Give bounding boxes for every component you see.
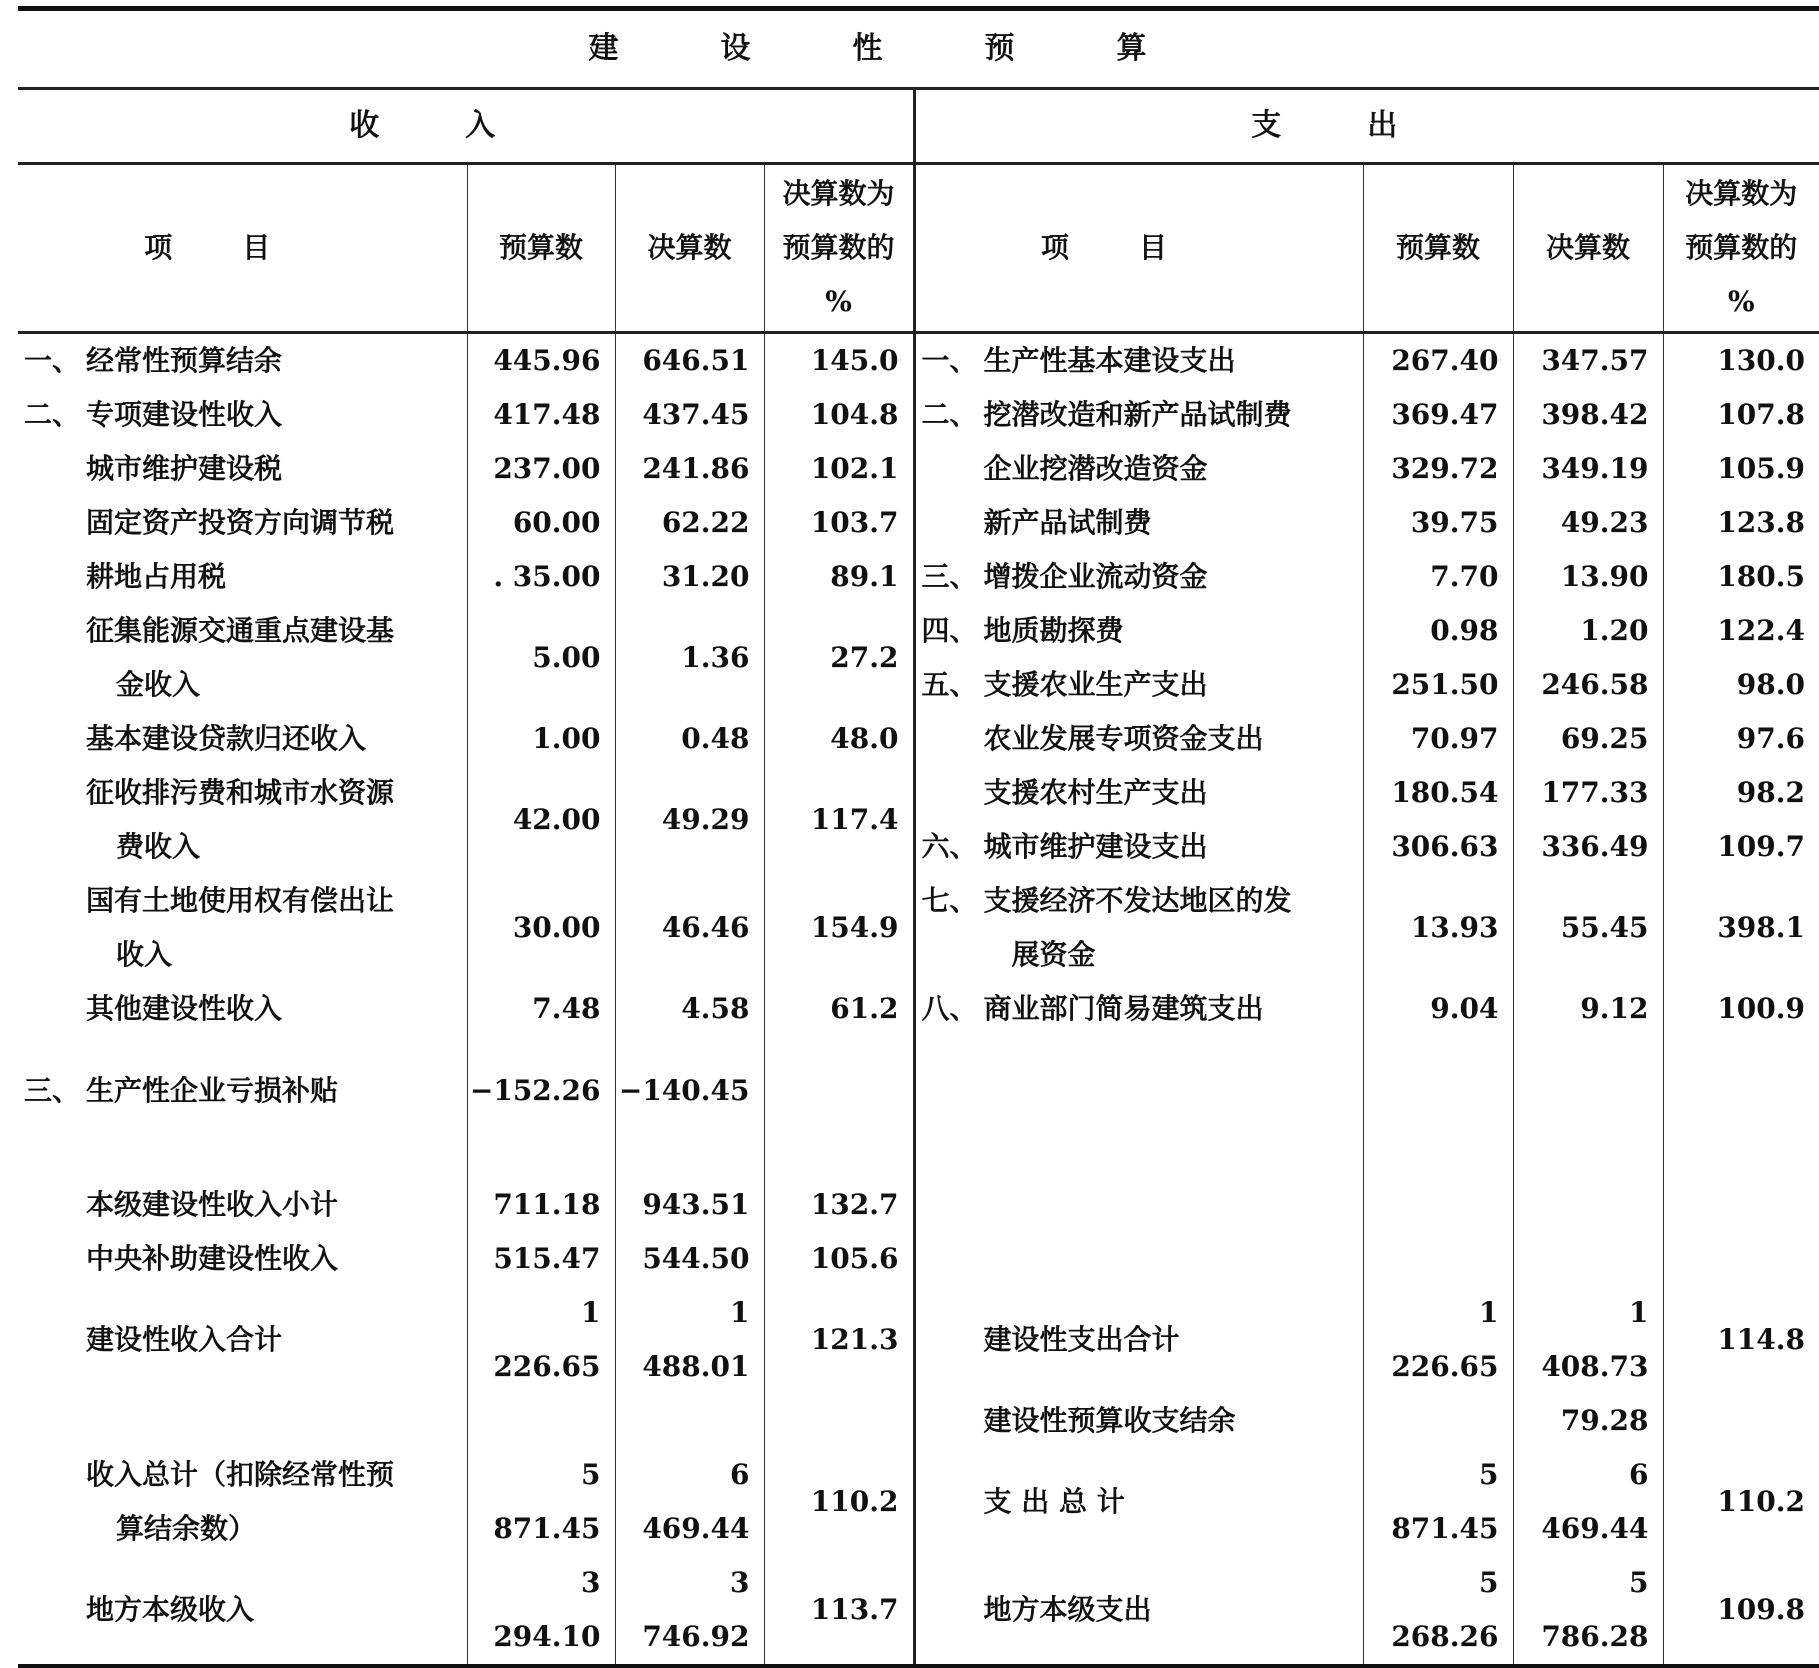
income-actual: 4.58	[615, 982, 764, 1036]
budget-table	[18, 11, 1819, 1668]
table-row	[18, 1286, 1819, 1394]
income-label: 建设性收入合计	[86, 1323, 283, 1356]
expense-actual: 1.20	[1513, 604, 1663, 658]
income-pct: 102.1	[764, 442, 914, 496]
expense-pct: 130.0	[1663, 333, 1819, 389]
table-row	[18, 442, 1819, 496]
expense-header: 支出	[914, 89, 1819, 164]
income-actual: 6 469.44	[615, 1448, 764, 1556]
income-actual: 3 746.92	[615, 1556, 764, 1666]
table-row	[18, 1064, 1819, 1118]
income-label: 征收排污费和城市水资源 费收入	[86, 776, 395, 863]
spacer-row	[18, 1036, 1819, 1064]
table-row	[18, 1232, 1819, 1286]
expense-budget: 70.97	[1363, 712, 1513, 766]
budget-table-sheet	[18, 6, 1819, 1668]
expense-actual: 398.42	[1513, 388, 1663, 442]
income-budget: 42.00	[467, 766, 615, 874]
income-pct	[764, 1064, 914, 1118]
income-col-pct: 决算数为 预算数的 %	[764, 164, 914, 333]
table-title: 建设性预算	[18, 11, 1819, 89]
side-header-row	[18, 89, 1819, 164]
income-budget: 5 871.45	[467, 1448, 615, 1556]
income-actual: 49.29	[615, 766, 764, 874]
expense-budget: 39.75	[1363, 496, 1513, 550]
income-budget: −152.26	[467, 1064, 615, 1118]
expense-label: 一、 生产性基本建设支出	[921, 344, 1236, 377]
table-row	[18, 712, 1819, 766]
table-row	[18, 333, 1819, 389]
income-pct: 27.2	[764, 604, 914, 712]
income-pct: 48.0	[764, 712, 914, 766]
income-budget: 3 294.10	[467, 1556, 615, 1666]
expense-pct: 100.9	[1663, 982, 1819, 1036]
table-row	[18, 604, 1819, 658]
expense-pct: 398.1	[1663, 874, 1819, 982]
income-label: 二、 专项建设性收入	[24, 398, 283, 431]
income-actual: 241.86	[615, 442, 764, 496]
expense-pct: 114.8	[1663, 1286, 1819, 1394]
expense-pct: 98.2	[1663, 766, 1819, 820]
expense-pct: 107.8	[1663, 388, 1819, 442]
income-pct: 113.7	[764, 1556, 914, 1666]
expense-col-item: 项目	[914, 164, 1363, 333]
table-row	[18, 874, 1819, 982]
income-actual: 646.51	[615, 333, 764, 389]
expense-col-budget: 预算数	[1363, 164, 1513, 333]
expense-label: 建设性预算收支结余	[983, 1404, 1236, 1437]
expense-pct: 110.2	[1663, 1448, 1819, 1556]
income-actual: 0.48	[615, 712, 764, 766]
expense-actual: 1 408.73	[1513, 1286, 1663, 1394]
expense-pct: 122.4	[1663, 604, 1819, 658]
table-row	[18, 982, 1819, 1036]
expense-col-actual: 决算数	[1513, 164, 1663, 333]
income-budget: 515.47	[467, 1232, 615, 1286]
expense-actual: 69.25	[1513, 712, 1663, 766]
expense-pct: 180.5	[1663, 550, 1819, 604]
income-label: 耕地占用税	[86, 560, 227, 593]
income-col-budget: 预算数	[467, 164, 615, 333]
income-label: 本级建设性收入小计	[86, 1188, 339, 1221]
expense-budget	[1363, 1394, 1513, 1448]
income-pct: 61.2	[764, 982, 914, 1036]
income-label: 三、 生产性企业亏损补贴	[24, 1074, 339, 1107]
table-row	[18, 1178, 1819, 1232]
income-budget: 1 226.65	[467, 1286, 615, 1394]
expense-actual: 347.57	[1513, 333, 1663, 389]
income-budget: 711.18	[467, 1178, 615, 1232]
income-pct: 110.2	[764, 1448, 914, 1556]
expense-budget: 251.50	[1363, 658, 1513, 712]
income-budget: 60.00	[467, 496, 615, 550]
expense-label: 建设性支出合计	[983, 1323, 1180, 1356]
expense-actual: 55.45	[1513, 874, 1663, 982]
income-label: 城市维护建设税	[86, 452, 283, 485]
income-budget: 30.00	[467, 874, 615, 982]
income-actual: −140.45	[615, 1064, 764, 1118]
income-pct: 121.3	[764, 1286, 914, 1394]
table-row	[18, 1448, 1819, 1556]
table-row	[18, 1394, 1819, 1448]
expense-label: 六、 城市维护建设支出	[921, 830, 1208, 863]
expense-label: 七、 支援经济不发达地区的发 展资金	[921, 884, 1292, 971]
expense-budget: 5 871.45	[1363, 1448, 1513, 1556]
expense-label: 四、 地质勘探费	[921, 614, 1124, 647]
income-actual: 31.20	[615, 550, 764, 604]
expense-actual: 349.19	[1513, 442, 1663, 496]
income-actual: 1 488.01	[615, 1286, 764, 1394]
expense-pct	[1663, 1394, 1819, 1448]
table-row	[18, 496, 1819, 550]
expense-label: 五、 支援农业生产支出	[921, 668, 1208, 701]
income-pct: 145.0	[764, 333, 914, 389]
expense-label: 地方本级支出	[914, 1556, 1363, 1666]
expense-budget: 329.72	[1363, 442, 1513, 496]
expense-pct: 105.9	[1663, 442, 1819, 496]
expense-actual: 13.90	[1513, 550, 1663, 604]
table-row	[18, 388, 1819, 442]
income-budget: 1.00	[467, 712, 615, 766]
expense-actual: 5 786.28	[1513, 1556, 1663, 1666]
expense-label: 二、 挖潜改造和新产品试制费	[921, 398, 1292, 431]
income-header: 收入	[18, 89, 914, 164]
expense-actual: 6 469.44	[1513, 1448, 1663, 1556]
income-label: 征集能源交通重点建设基 金收入	[86, 614, 395, 701]
expense-actual: 9.12	[1513, 982, 1663, 1036]
income-actual: 46.46	[615, 874, 764, 982]
income-actual: 437.45	[615, 388, 764, 442]
expense-label: 农业发展专项资金支出	[983, 722, 1264, 755]
expense-pct: 109.7	[1663, 820, 1819, 874]
expense-label: 三、 增拨企业流动资金	[921, 560, 1208, 593]
expense-budget: 369.47	[1363, 388, 1513, 442]
expense-actual: 336.49	[1513, 820, 1663, 874]
income-pct: 132.7	[764, 1178, 914, 1232]
table-row	[18, 1556, 1819, 1666]
income-label: 固定资产投资方向调节税	[86, 506, 395, 539]
spacer-row	[18, 1118, 1819, 1178]
expense-budget: 13.93	[1363, 874, 1513, 982]
income-actual: 62.22	[615, 496, 764, 550]
income-budget: . 35.00	[467, 550, 615, 604]
expense-budget: 306.63	[1363, 820, 1513, 874]
income-label: 收入总计（扣除经常性预 算结余数）	[86, 1458, 395, 1545]
income-col-actual: 决算数	[615, 164, 764, 333]
expense-pct: 97.6	[1663, 712, 1819, 766]
income-budget: 237.00	[467, 442, 615, 496]
income-label: 其他建设性收入	[86, 992, 283, 1025]
expense-budget: 0.98	[1363, 604, 1513, 658]
expense-actual: 246.58	[1513, 658, 1663, 712]
expense-budget: 9.04	[1363, 982, 1513, 1036]
expense-pct: 98.0	[1663, 658, 1819, 712]
income-actual: 1.36	[615, 604, 764, 712]
expense-actual: 49.23	[1513, 496, 1663, 550]
income-label: 地方本级收入	[18, 1556, 467, 1666]
income-budget: 5.00	[467, 604, 615, 712]
income-label: 中央补助建设性收入	[86, 1242, 339, 1275]
income-label: 一、 经常性预算结余	[24, 344, 283, 377]
income-pct: 117.4	[764, 766, 914, 874]
table-row	[18, 766, 1819, 820]
income-pct: 104.8	[764, 388, 914, 442]
income-pct: 103.7	[764, 496, 914, 550]
expense-pct: 123.8	[1663, 496, 1819, 550]
expense-budget: 180.54	[1363, 766, 1513, 820]
expense-label: 支援农村生产支出	[983, 776, 1208, 809]
column-header-row	[18, 164, 1819, 333]
expense-budget: 7.70	[1363, 550, 1513, 604]
expense-label: 支 出 总 计	[983, 1485, 1125, 1518]
expense-pct: 109.8	[1663, 1556, 1819, 1666]
income-pct: 89.1	[764, 550, 914, 604]
expense-label: 企业挖潜改造资金	[983, 452, 1208, 485]
table-row	[18, 550, 1819, 604]
expense-actual: 177.33	[1513, 766, 1663, 820]
expense-label: 八、 商业部门简易建筑支出	[921, 992, 1264, 1025]
income-label: 国有土地使用权有偿出让 收入	[86, 884, 395, 971]
income-budget: 417.48	[467, 388, 615, 442]
income-col-item: 项目	[18, 164, 467, 333]
expense-col-pct: 决算数为 预算数的 %	[1663, 164, 1819, 333]
income-pct: 154.9	[764, 874, 914, 982]
expense-actual: 79.28	[1513, 1394, 1663, 1448]
income-actual: 943.51	[615, 1178, 764, 1232]
expense-budget: 5 268.26	[1363, 1556, 1513, 1666]
income-budget: 445.96	[467, 333, 615, 389]
income-label: 基本建设贷款归还收入	[86, 722, 367, 755]
title-row	[18, 11, 1819, 89]
income-budget: 7.48	[467, 982, 615, 1036]
expense-budget: 1 226.65	[1363, 1286, 1513, 1394]
income-pct: 105.6	[764, 1232, 914, 1286]
expense-label: 新产品试制费	[983, 506, 1152, 539]
expense-budget: 267.40	[1363, 333, 1513, 389]
income-actual: 544.50	[615, 1232, 764, 1286]
